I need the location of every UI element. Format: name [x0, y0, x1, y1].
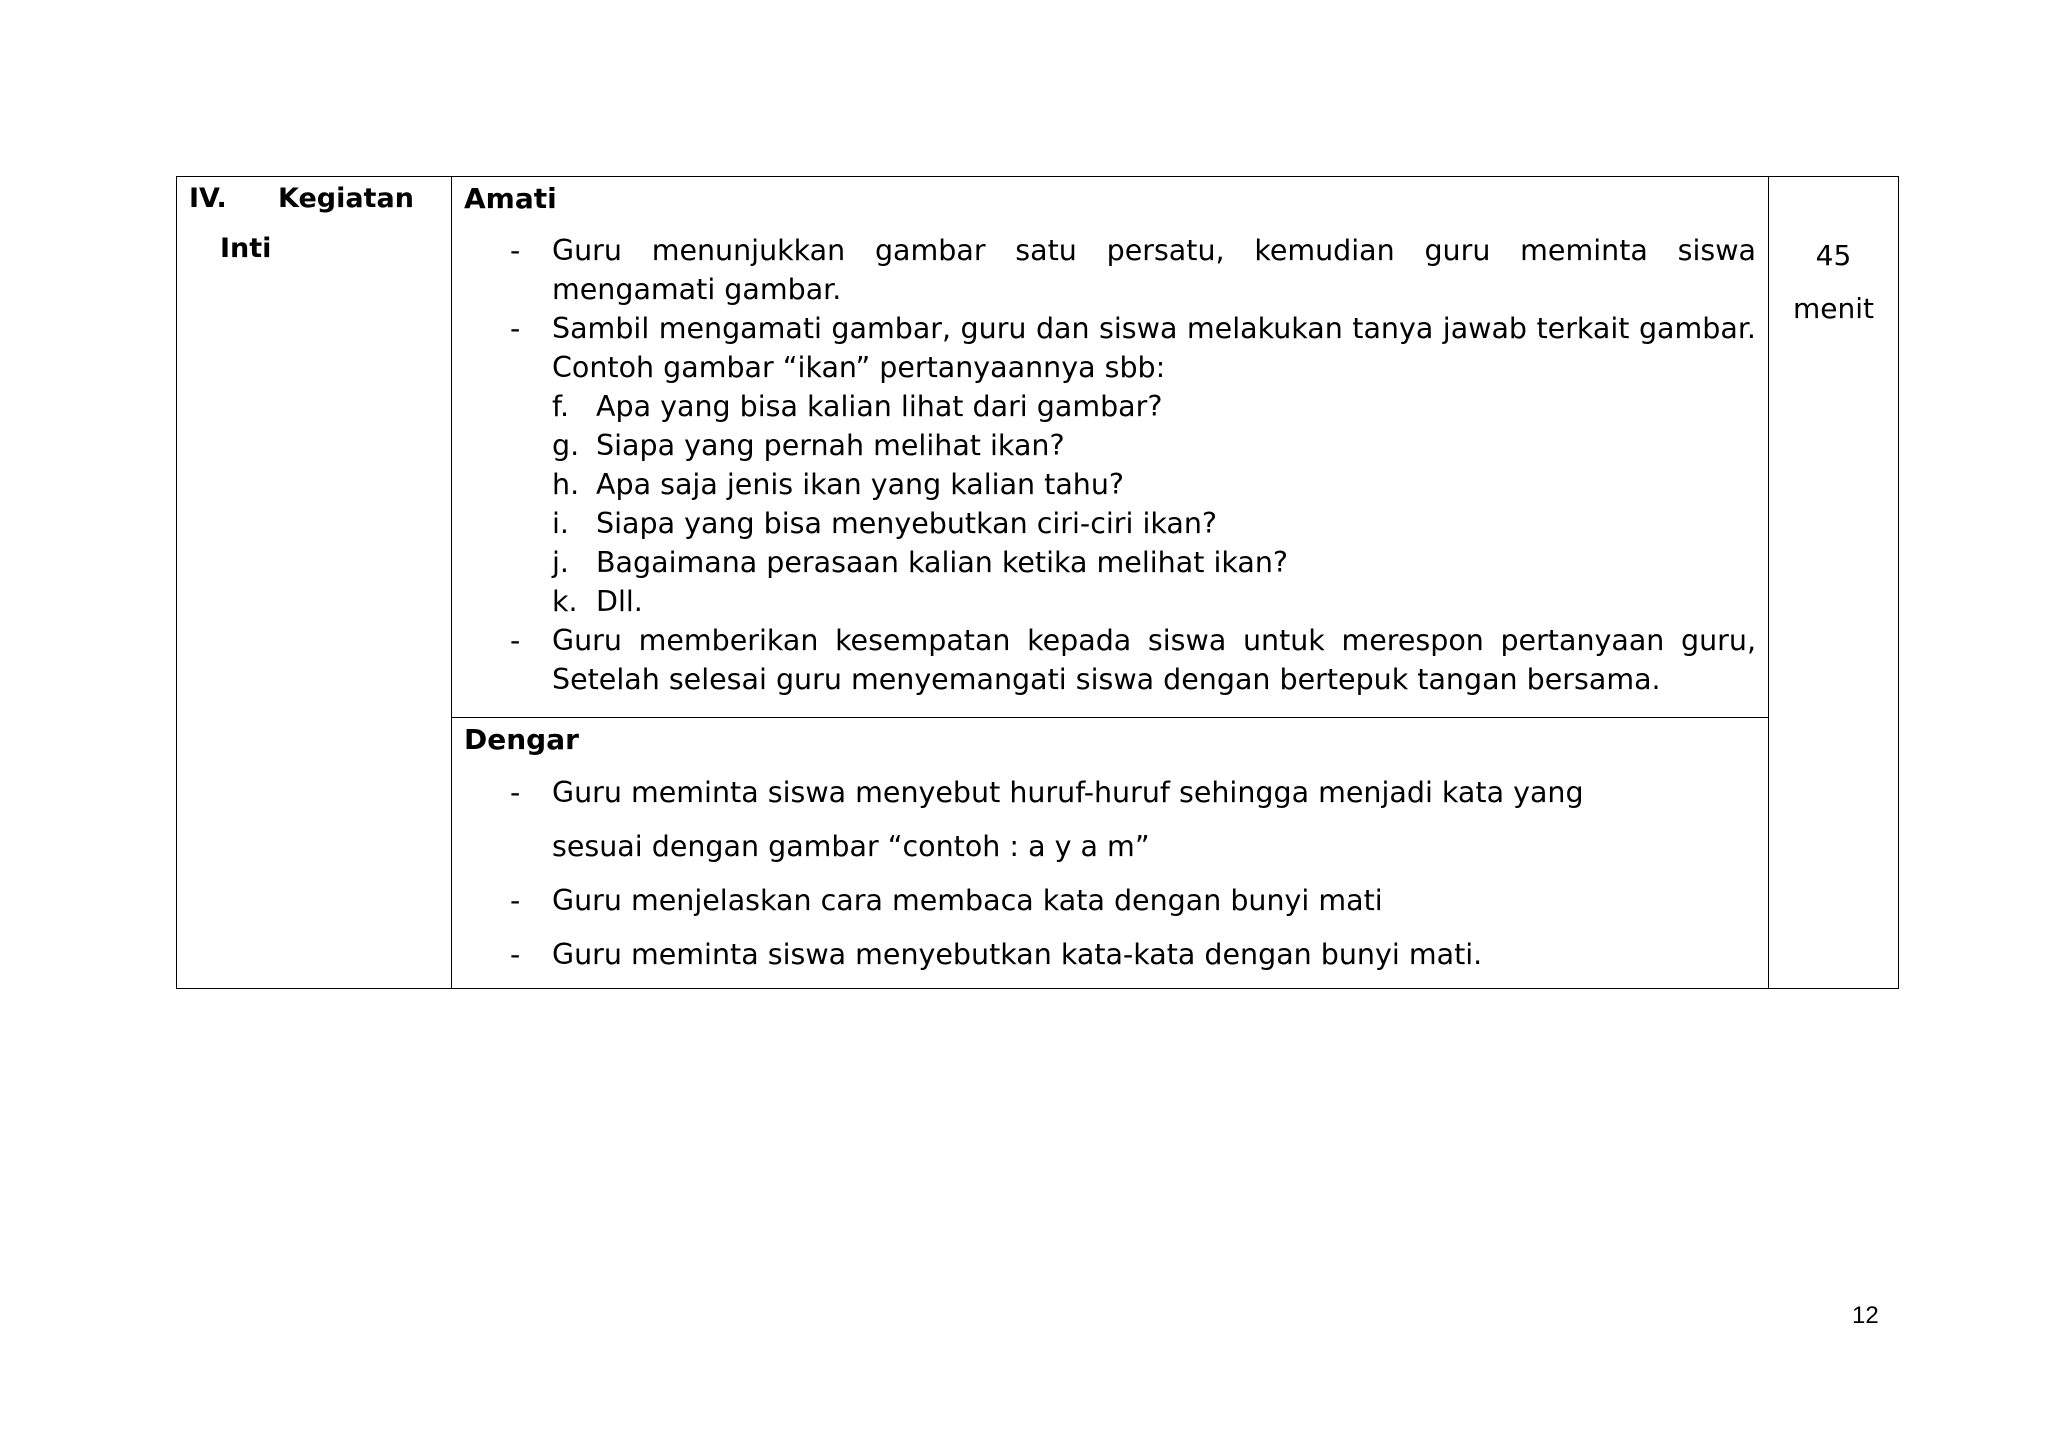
list-item-text: Guru menjelaskan cara membaca kata dengan bunyi mati: [552, 884, 1383, 917]
dengar-title: Dengar: [464, 723, 579, 756]
dengar-section: [452, 718, 1768, 988]
sub-list-item: [552, 426, 1756, 465]
time-cell: [1769, 177, 1899, 989]
table-row-amati: [177, 177, 1899, 718]
sub-list-text: Apa saja jenis ikan yang kalian tahu?: [596, 468, 1125, 501]
stage-roman-numeral: IV.: [189, 183, 227, 214]
sub-list-item: [552, 504, 1756, 543]
list-item: [464, 309, 1756, 621]
list-item: [464, 928, 1756, 982]
sub-list-marker: j.: [552, 546, 569, 579]
sub-list-text: Siapa yang pernah melihat ikan?: [596, 429, 1065, 462]
sub-list-marker: k.: [552, 585, 578, 618]
dash-marker: -: [510, 624, 521, 657]
amati-bullet-list: [464, 231, 1756, 699]
sub-list-marker: i.: [552, 507, 569, 540]
page-number: 12: [1852, 1302, 1879, 1329]
stage-cell: [177, 177, 452, 989]
sub-list-marker: h.: [552, 468, 580, 501]
list-item: [464, 874, 1756, 928]
sub-list-item: [552, 465, 1756, 504]
dash-marker: -: [510, 776, 521, 809]
dash-marker: -: [510, 234, 521, 267]
list-item: [464, 766, 1756, 874]
lesson-plan-table: [176, 176, 1899, 989]
sub-list-marker: g.: [552, 429, 580, 462]
time-amount: 45: [1815, 239, 1852, 272]
list-item-text: Guru meminta siswa menyebutkan kata-kata dengan bunyi mati.: [552, 938, 1483, 971]
stage-label-inti: Inti: [220, 233, 272, 264]
sub-list-text: Siapa yang bisa menyebutkan ciri-ciri ikan?: [596, 507, 1218, 540]
list-item-text: Guru meminta siswa menyebut huruf-huruf sehingga menjadi kata yang sesuai dengan gambar “contoh : a y a m”: [552, 776, 1584, 863]
list-item: [464, 621, 1756, 699]
list-item-text: Sambil mengamati gambar, guru dan siswa melakukan tanya jawab terkait gambar. Contoh gambar “ikan” pertanyaannya sbb:: [552, 312, 1756, 384]
sub-list-item: [552, 582, 1756, 621]
sub-list-text: Dll.: [596, 585, 643, 618]
list-item-text: Guru menunjukkan gambar satu persatu, kemudian guru meminta siswa mengamati gambar.: [552, 234, 1756, 306]
dash-marker: -: [510, 312, 521, 345]
time-unit: menit: [1792, 292, 1874, 325]
amati-title: Amati: [464, 182, 557, 215]
list-item: [464, 231, 1756, 309]
stage-label-kegiatan: Kegiatan: [278, 183, 414, 214]
sub-list-marker: f.: [552, 390, 570, 423]
sub-list-text: Apa yang bisa kalian lihat dari gambar?: [596, 390, 1163, 423]
sub-list-text: Bagaimana perasaan kalian ketika melihat ikan?: [596, 546, 1289, 579]
question-sub-list: [552, 387, 1756, 621]
dash-marker: -: [510, 938, 521, 971]
dengar-cell: [452, 718, 1769, 989]
amati-cell: [452, 177, 1769, 718]
amati-section: [452, 177, 1768, 717]
list-item-text: Guru memberikan kesempatan kepada siswa untuk merespon pertanyaan guru, Setelah selesai guru menyemangati siswa dengan bertepuk tangan bersama.: [552, 624, 1756, 696]
dengar-bullet-list: [464, 766, 1756, 982]
sub-list-item: [552, 387, 1756, 426]
dash-marker: -: [510, 884, 521, 917]
sub-list-item: [552, 543, 1756, 582]
